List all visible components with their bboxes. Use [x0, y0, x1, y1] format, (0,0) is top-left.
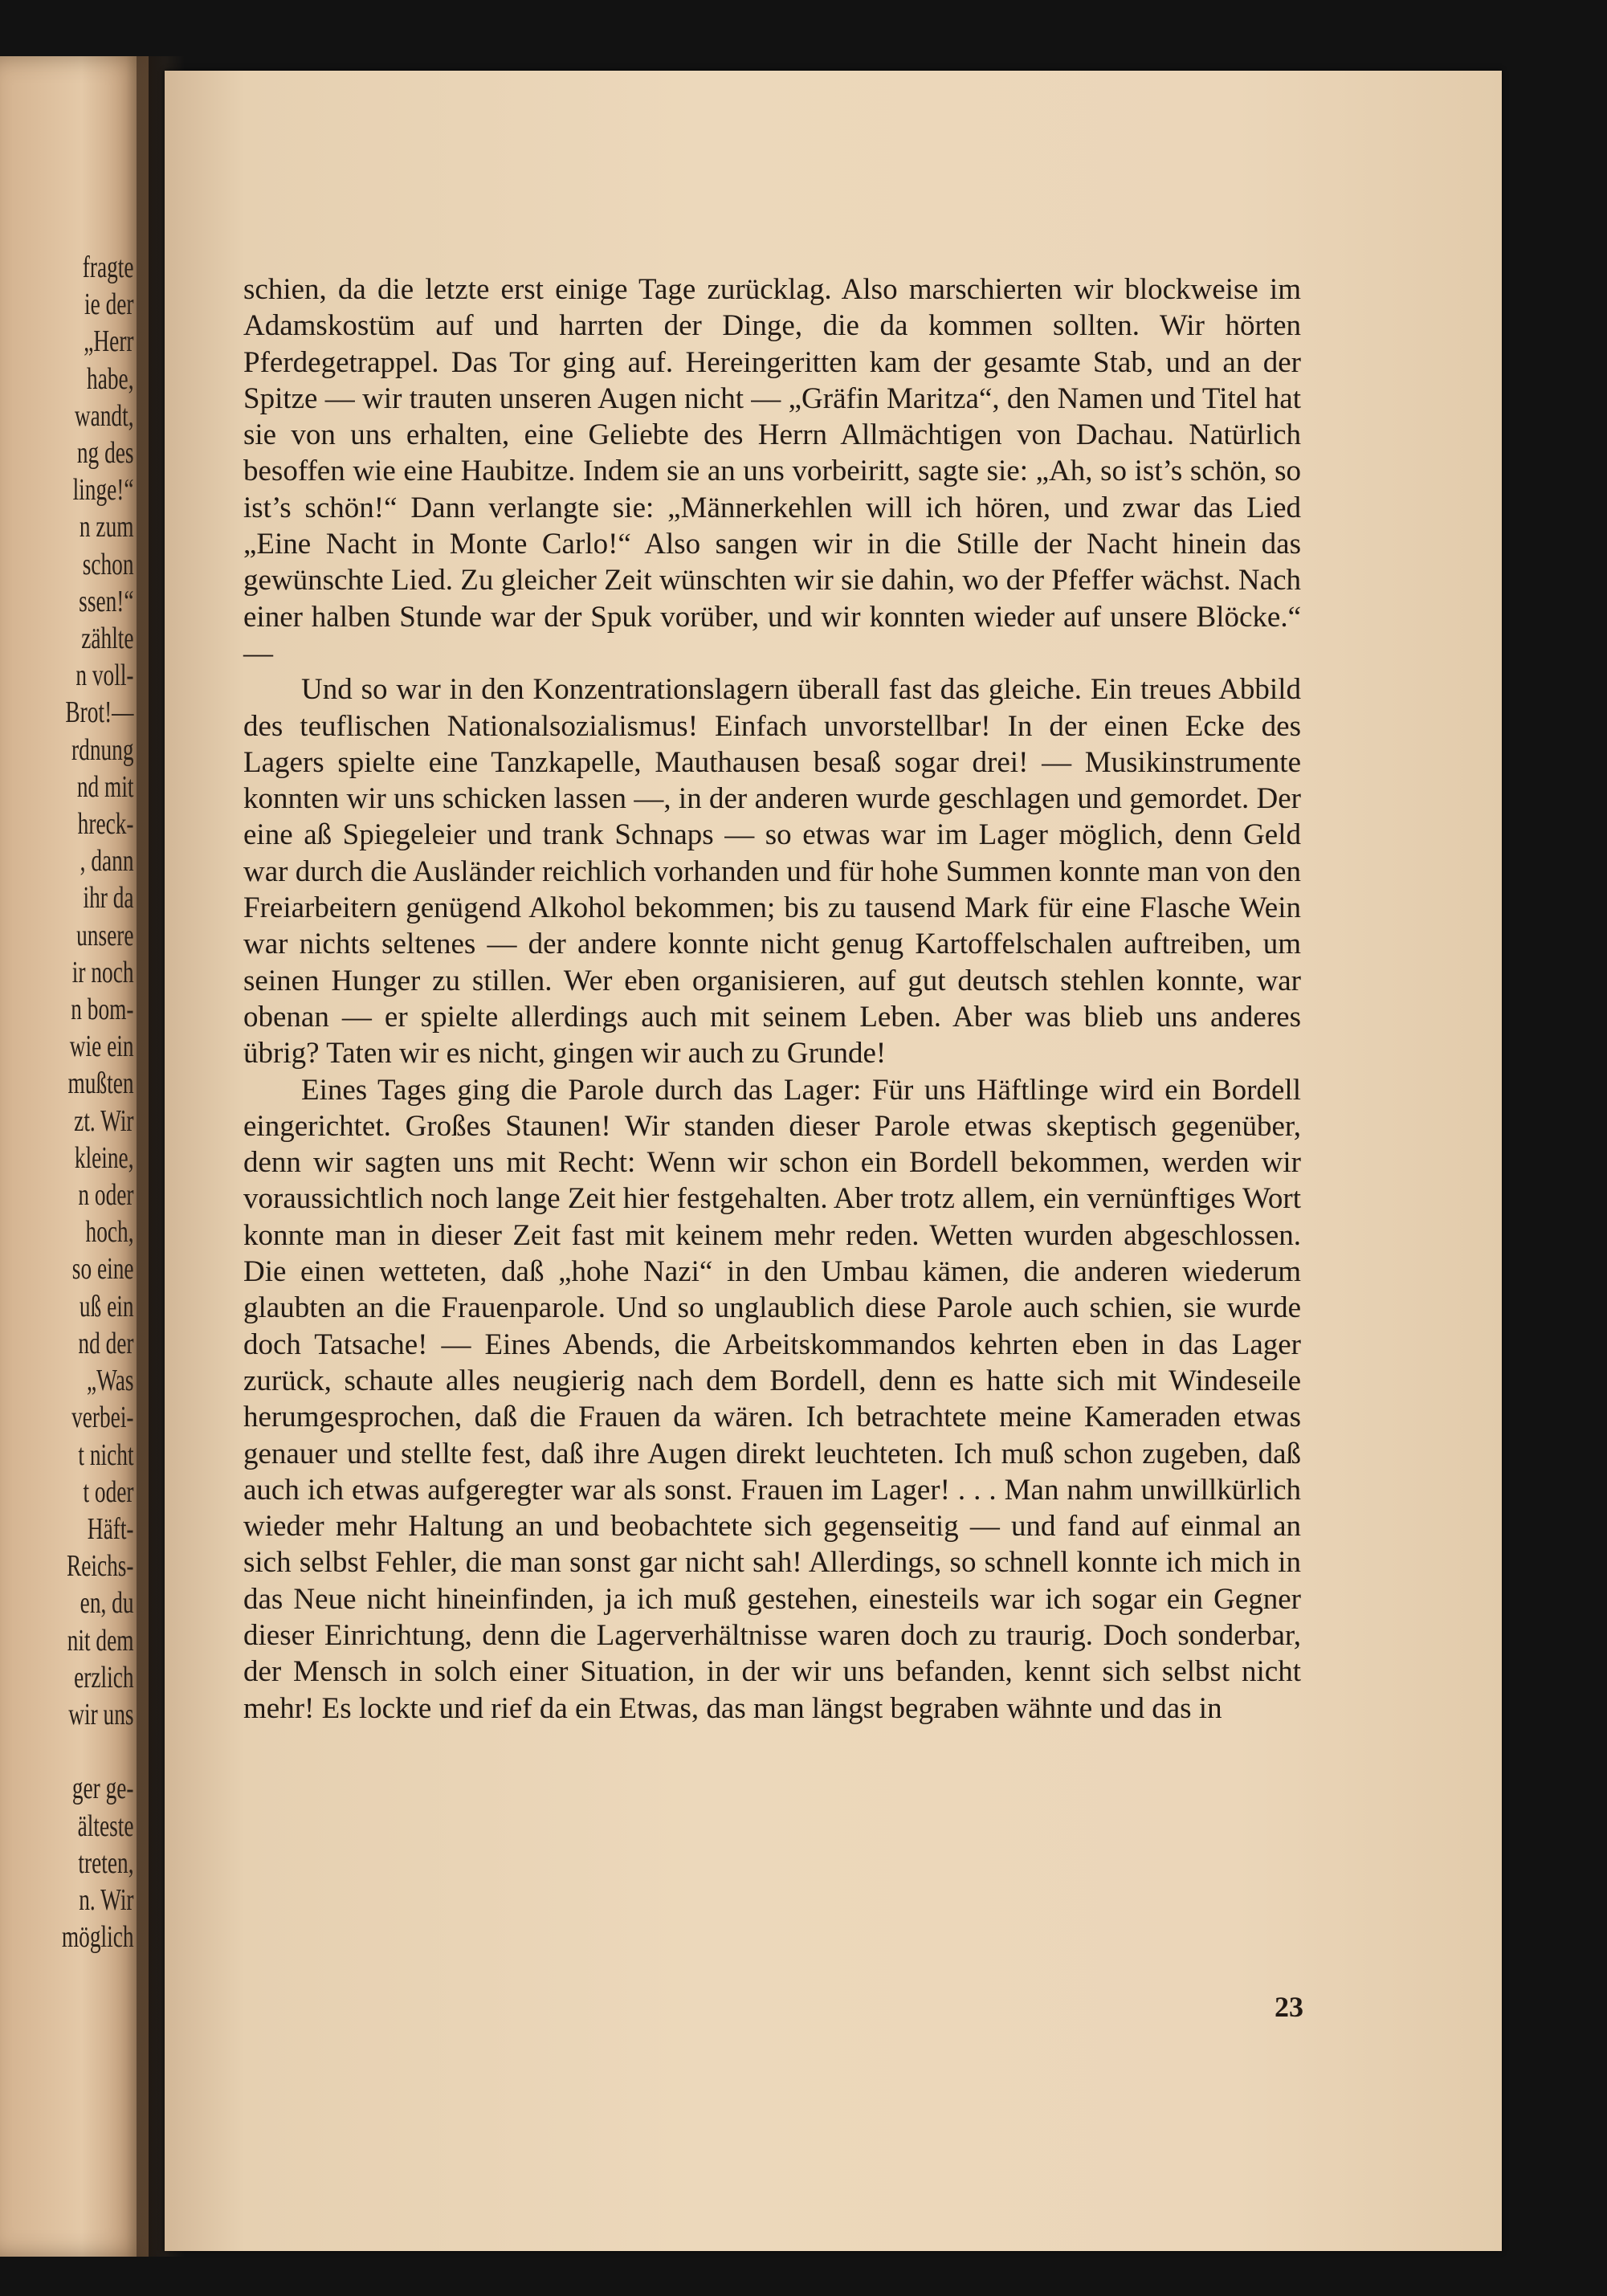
left-page-fragment: n bom-: [71, 993, 134, 1027]
left-page-fragment: [62, 1733, 134, 1770]
left-page-fragment: mußten: [67, 1066, 134, 1101]
paragraph-2: Und so war in den Konzentrationslagern überall fast das gleiche. Ein treues Abbild des teuflischen Nationalsozialismus! Einfach unvorstellbar! In der einen Ecke des Lagers spielte eine Tanzkapelle, Mauthausen besaß sogar drei! — Musikinstrumente konnten wir uns schicken lassen —, in der anderen wurde geschlagen und gemordet. Der eine aß Spiegeleier und trank Schnaps — so etwas war im Lager möglich, denn Geld war durch die Ausländer reichlich vorhanden und für hohe Summen konnte man von den Freiarbeitern genügend Alkohol bekommen; bis zu tausend Mark für eine Flasche Wein war nichts seltenes — der andere konnte nicht genug Kartoffelschalen auftreiben, um seinen Hunger zu stillen. Wer eben organisieren, auf gut deutsch stehlen konnte, war obenan — er spielte allerdings auch mit seinem Leben. Aber was blieb uns anderes übrig? Taten wir es nicht, gingen wir auch zu Grunde!: [243, 673, 1301, 1071]
left-page-fragment: zt. Wir: [74, 1103, 134, 1138]
left-page-fragment: n zum: [80, 510, 134, 544]
left-page-fragment: ger ge-: [72, 1772, 134, 1806]
left-page-fragment: unsere: [76, 918, 134, 952]
page-body-text: [243, 271, 1301, 1727]
left-page-fragment: kleine,: [75, 1140, 134, 1175]
left-page-fragment: uß ein: [80, 1289, 134, 1323]
left-page-fragment: en, du: [80, 1586, 134, 1621]
left-page-fragment: wir uns: [68, 1697, 134, 1731]
left-page-fragment: n voll-: [75, 659, 134, 693]
left-page-fragment: Reichs-: [67, 1549, 134, 1584]
left-page-fragment: t nicht: [78, 1438, 134, 1472]
left-page-fragment: fragte: [83, 251, 134, 284]
book-page: [165, 71, 1502, 2251]
paragraph-3: Eines Tages ging die Parole durch das Lager: Für uns Häftlinge wird ein Bordell eingerichtet. Großes Staunen! Wir standen dieser Parole etwas skeptisch gegenüber, denn wir sagten uns mit Recht: Wenn wir schon ein Bordell bekommen, werden wir voraussichtlich noch lange Zeit hier festgehalten. Aber trotz allem, ein vernünftiges Wort konnte man in dieser Zeit fast mit keinem mehr reden. Wetten wurden abgeschlossen. Die einen wetteten, daß „hohe Nazi“ in den Umbau kämen, die anderen wiederum glaubten an die Frauenparole. Und so unglaublich diese Parole auch schien, sie wurde doch Tatsache! — Eines Abends, die Arbeitskommandos kehrten eben in das Lager zurück, schaute alles neugierig nach dem Bordell, denn es hatte sich mit Windeseile herumgesprochen, daß die Frauen da wären. Ich betrachtete meine Kameraden etwas genauer und stellte fest, daß ihre Augen direkt leuchteten. Ich muß schon zugeben, daß auch ich etwas aufgeregter war als sonst. Frauen im Lager! . . . Man nahm unwillkürlich wieder mehr Haltung an und beobachtete sich gegenseitig — und fand auf einmal an sich selbst Fehler, die man sonst gar nicht sah! Allerdings, so schnell konnte ich mich in das Neue nicht hineinfinden, ja ich muß gestehen, einesteils war ich sogar ein Gegner dieser Einrichtung, denn die Lagerverhältnisse waren doch zu traurig. Doch sonderbar, der Mensch in solch einer Situation, in der wir uns befanden, kennt sich selbst nicht mehr! Es lockte und rief da ein Etwas, das man längst begraben wähnte und das in: [243, 1073, 1301, 1725]
left-page-fragment: Brot!—: [65, 695, 134, 730]
left-page-fragment: ie der: [84, 288, 134, 322]
left-facing-page: [0, 56, 149, 2257]
left-page-fragment: treten,: [78, 1845, 134, 1880]
paragraph-1: schien, da die letzte erst einige Tage zurücklag. Also marschierten wir blockweise im Adamskostüm auf und harrten der Dinge, die da kommen sollten. Wir hörten Pferdegetrappel. Das Tor ging auf. Hereingeritten kam der gesamte Stab, und an der Spitze — wir trauten unseren Augen nicht — „Gräfin Maritza“, den Namen und Titel hat sie von uns erhalten, eine Geliebte des Herrn Allmächtigen von Dachau. Natürlich besoffen wie eine Haubitze. Indem sie an uns vorbeiritt, sagte sie: „Ah, so ist’s schön, so ist’s schön!“ Dann verlangte sie: „Männerkehlen will ich hören, und zwar das Lied „Eine Nacht in Monte Carlo!“ Also sangen wir in die Stille der Nacht hinein das gewünschte Lied. Zu gleicher Zeit wünschten wir sie dahin, wo der Pfeffer wächst. Nach einer halben Stunde war der Spuk vorüber, und wir konnten wieder auf unsere Blöcke.“ —: [243, 273, 1301, 670]
left-page-fragment: ihr da: [83, 881, 134, 916]
left-page-fragment: n. Wir: [79, 1882, 134, 1917]
left-page-fragment: nd der: [78, 1326, 134, 1360]
left-page-fragment: rdnung: [71, 732, 134, 767]
left-page-fragment: ssen!“: [79, 584, 134, 618]
left-page-text-fragments: [62, 249, 134, 1955]
left-page-fragment: wandt,: [75, 398, 134, 433]
left-page-fragment: zählte: [81, 622, 134, 656]
left-page-fragment: ir noch: [72, 955, 134, 989]
left-page-fragment: möglich: [62, 1920, 134, 1955]
left-page-fragment: n oder: [78, 1178, 134, 1213]
left-page-fragment: verbei-: [71, 1401, 134, 1435]
left-page-fragment: hreck-: [78, 807, 134, 842]
left-page-fragment: , dann: [80, 844, 134, 879]
page-number: 23: [1275, 1991, 1303, 2023]
left-page-fragment: hoch,: [85, 1215, 134, 1250]
left-page-fragment: „Herr: [84, 324, 134, 359]
left-page-fragment: t oder: [83, 1474, 134, 1509]
left-page-fragment: „Was: [87, 1364, 134, 1398]
left-page-fragment: nit dem: [67, 1623, 134, 1658]
left-page-fragment: älteste: [78, 1809, 134, 1843]
left-page-fragment: ng des: [77, 436, 134, 471]
left-page-fragment: Häft-: [88, 1511, 134, 1546]
left-page-fragment: erzlich: [74, 1660, 134, 1694]
left-page-fragment: so eine: [72, 1252, 134, 1287]
left-page-fragment: nd mit: [77, 769, 134, 804]
left-page-fragment: habe,: [87, 361, 134, 396]
left-page-fragment: wie ein: [70, 1030, 134, 1064]
left-page-fragment: linge!“: [73, 473, 134, 508]
left-page-fragment: schon: [83, 547, 134, 581]
